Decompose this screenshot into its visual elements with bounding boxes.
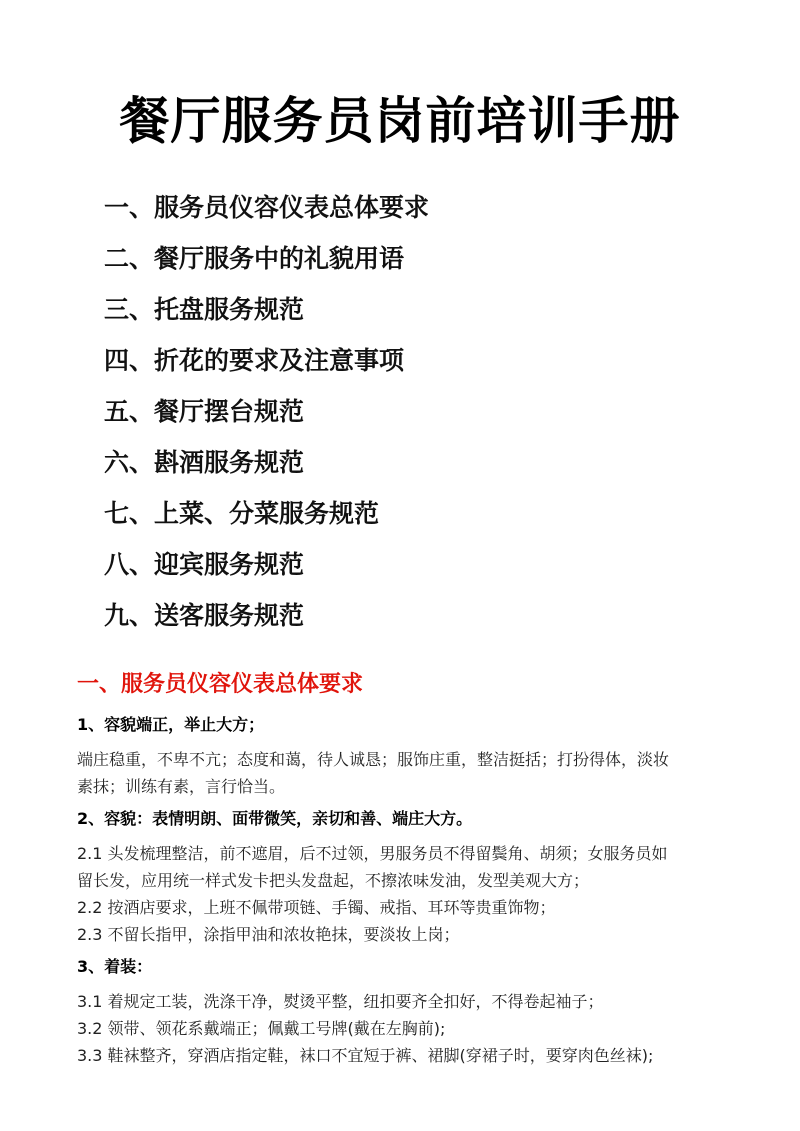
paragraph-line: 3.1 着规定工装，洗涤干净，熨烫平整，纽扣要齐全扣好，不得卷起袖子； bbox=[77, 992, 604, 1011]
toc-item: 三、托盘服务规范 bbox=[104, 295, 305, 324]
paragraph-line: 2.1 头发梳理整洁，前不遮眉，后不过领，男服务员不得留鬓角、胡须；女服务员如 bbox=[77, 844, 668, 863]
subsection-heading: 3、着装： bbox=[77, 957, 153, 976]
table-of-contents bbox=[104, 182, 429, 641]
toc-item: 九、送客服务规范 bbox=[104, 601, 305, 630]
section-heading: 一、服务员仪容仪表总体要求 bbox=[77, 672, 364, 697]
section-content bbox=[77, 668, 737, 1075]
paragraph-line: 留长发，应用统一样式发卡把头发盘起，不擦浓味发油，发型美观大方； bbox=[77, 871, 590, 890]
paragraph-line: 2.2 按酒店要求，上班不佩带项链、手镯、戒指、耳环等贵重饰物； bbox=[77, 898, 556, 917]
paragraph-line: 端庄稳重，不卑不亢；态度和蔼，待人诚恳；服饰庄重，整洁挺括；打扮得体，淡妆 bbox=[77, 750, 670, 769]
paragraph-line: 2.3 不留长指甲，涂指甲油和浓妆艳抹，要淡妆上岗； bbox=[77, 925, 460, 944]
paragraph bbox=[77, 988, 737, 1069]
paragraph-line: 素抹；训练有素，言行恰当。 bbox=[77, 777, 286, 796]
toc-item: 四、折花的要求及注意事项 bbox=[104, 346, 405, 375]
subsection-heading: 2、容貌：表情明朗、面带微笑，亲切和善、端庄大方。 bbox=[77, 809, 473, 828]
document-title: 餐厅服务员岗前培训手册 bbox=[119, 91, 681, 150]
toc-item: 七、上菜、分菜服务规范 bbox=[104, 499, 380, 528]
toc-item: 二、餐厅服务中的礼貌用语 bbox=[104, 244, 405, 273]
paragraph-line: 3.2 领带、领花系戴端正；佩戴工号牌(戴在左胸前); bbox=[77, 1019, 446, 1038]
paragraph-line: 3.3 鞋袜整齐，穿酒店指定鞋，袜口不宜短于裤、裙脚(穿裙子时，要穿肉色丝袜); bbox=[77, 1046, 654, 1065]
subsection-heading: 1、容貌端正，举止大方； bbox=[77, 715, 265, 734]
toc-item: 五、餐厅摆台规范 bbox=[104, 397, 305, 426]
toc-item: 一、服务员仪容仪表总体要求 bbox=[104, 193, 430, 222]
paragraph bbox=[77, 746, 737, 800]
toc-item: 六、斟酒服务规范 bbox=[104, 448, 305, 477]
toc-item: 八、迎宾服务规范 bbox=[104, 550, 305, 579]
paragraph bbox=[77, 840, 737, 948]
